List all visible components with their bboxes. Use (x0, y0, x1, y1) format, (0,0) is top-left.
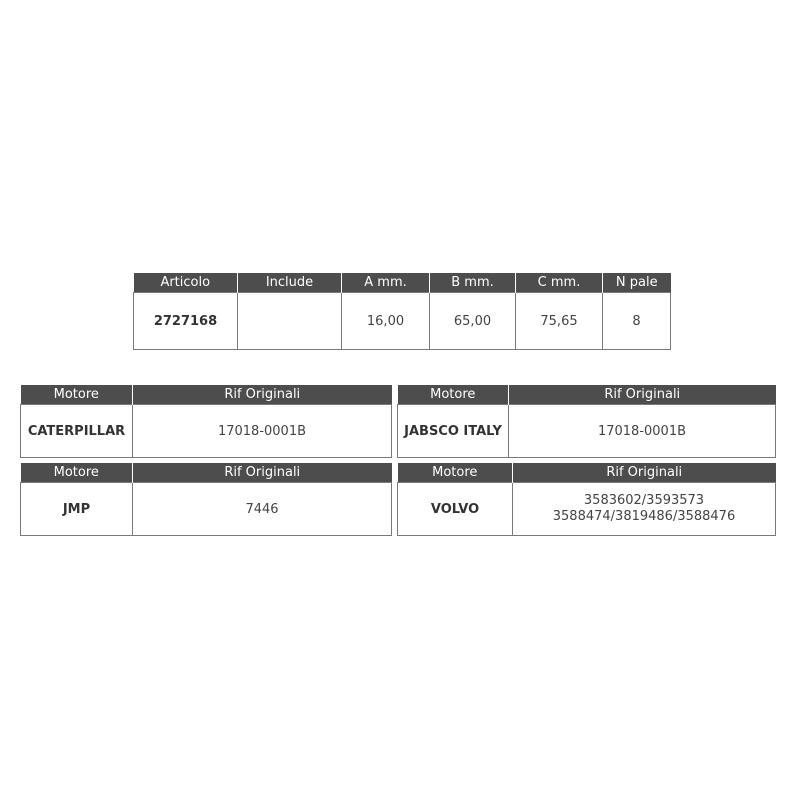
header-motore: Motore (21, 385, 133, 405)
engine-data-row (21, 483, 392, 536)
engine-table-volvo (397, 463, 776, 536)
header-a-mm: A mm. (342, 273, 430, 293)
engine-header-row (398, 385, 776, 405)
cell-motore: JMP (21, 483, 133, 536)
engine-data-row (21, 405, 392, 458)
engine-data-row (398, 483, 776, 536)
rif-line: 3588474/3819486/3588476 (552, 509, 736, 524)
engine-header-row (21, 385, 392, 405)
cell-rif-originali: 7446 (133, 483, 392, 536)
cell-rif-originali: 17018-0001B (509, 405, 776, 458)
header-motore: Motore (398, 385, 509, 405)
engine-header-row (21, 463, 392, 483)
article-header-row (134, 273, 671, 293)
cell-rif-originali: 17018-0001B (133, 405, 392, 458)
engine-header-row (398, 463, 776, 483)
header-rif-originali: Rif Originali (133, 385, 392, 405)
engine-data-row (398, 405, 776, 458)
cell-articolo: 2727168 (134, 293, 238, 350)
header-articolo: Articolo (134, 273, 238, 293)
cell-c-mm: 75,65 (516, 293, 603, 350)
header-rif-originali: Rif Originali (513, 463, 776, 483)
header-b-mm: B mm. (430, 273, 516, 293)
cell-motore: VOLVO (398, 483, 513, 536)
cell-b-mm: 65,00 (430, 293, 516, 350)
rif-line: 3583602/3593573 (583, 493, 705, 508)
cell-motore: JABSCO ITALY (398, 405, 509, 458)
header-include: Include (238, 273, 342, 293)
cell-a-mm: 16,00 (342, 293, 430, 350)
engine-table-jmp (20, 463, 392, 536)
header-c-mm: C mm. (516, 273, 603, 293)
header-rif-originali: Rif Originali (509, 385, 776, 405)
cell-rif-originali (513, 483, 776, 536)
header-n-pale: N pale (603, 273, 671, 293)
engine-table-jabsco-italy (397, 385, 776, 458)
cell-n-pale: 8 (603, 293, 671, 350)
cell-include (238, 293, 342, 350)
header-motore: Motore (21, 463, 133, 483)
article-table (133, 273, 671, 350)
header-rif-originali: Rif Originali (133, 463, 392, 483)
cell-motore: CATERPILLAR (21, 405, 133, 458)
article-data-row (134, 293, 671, 350)
header-motore: Motore (398, 463, 513, 483)
engine-table-caterpillar (20, 385, 392, 458)
